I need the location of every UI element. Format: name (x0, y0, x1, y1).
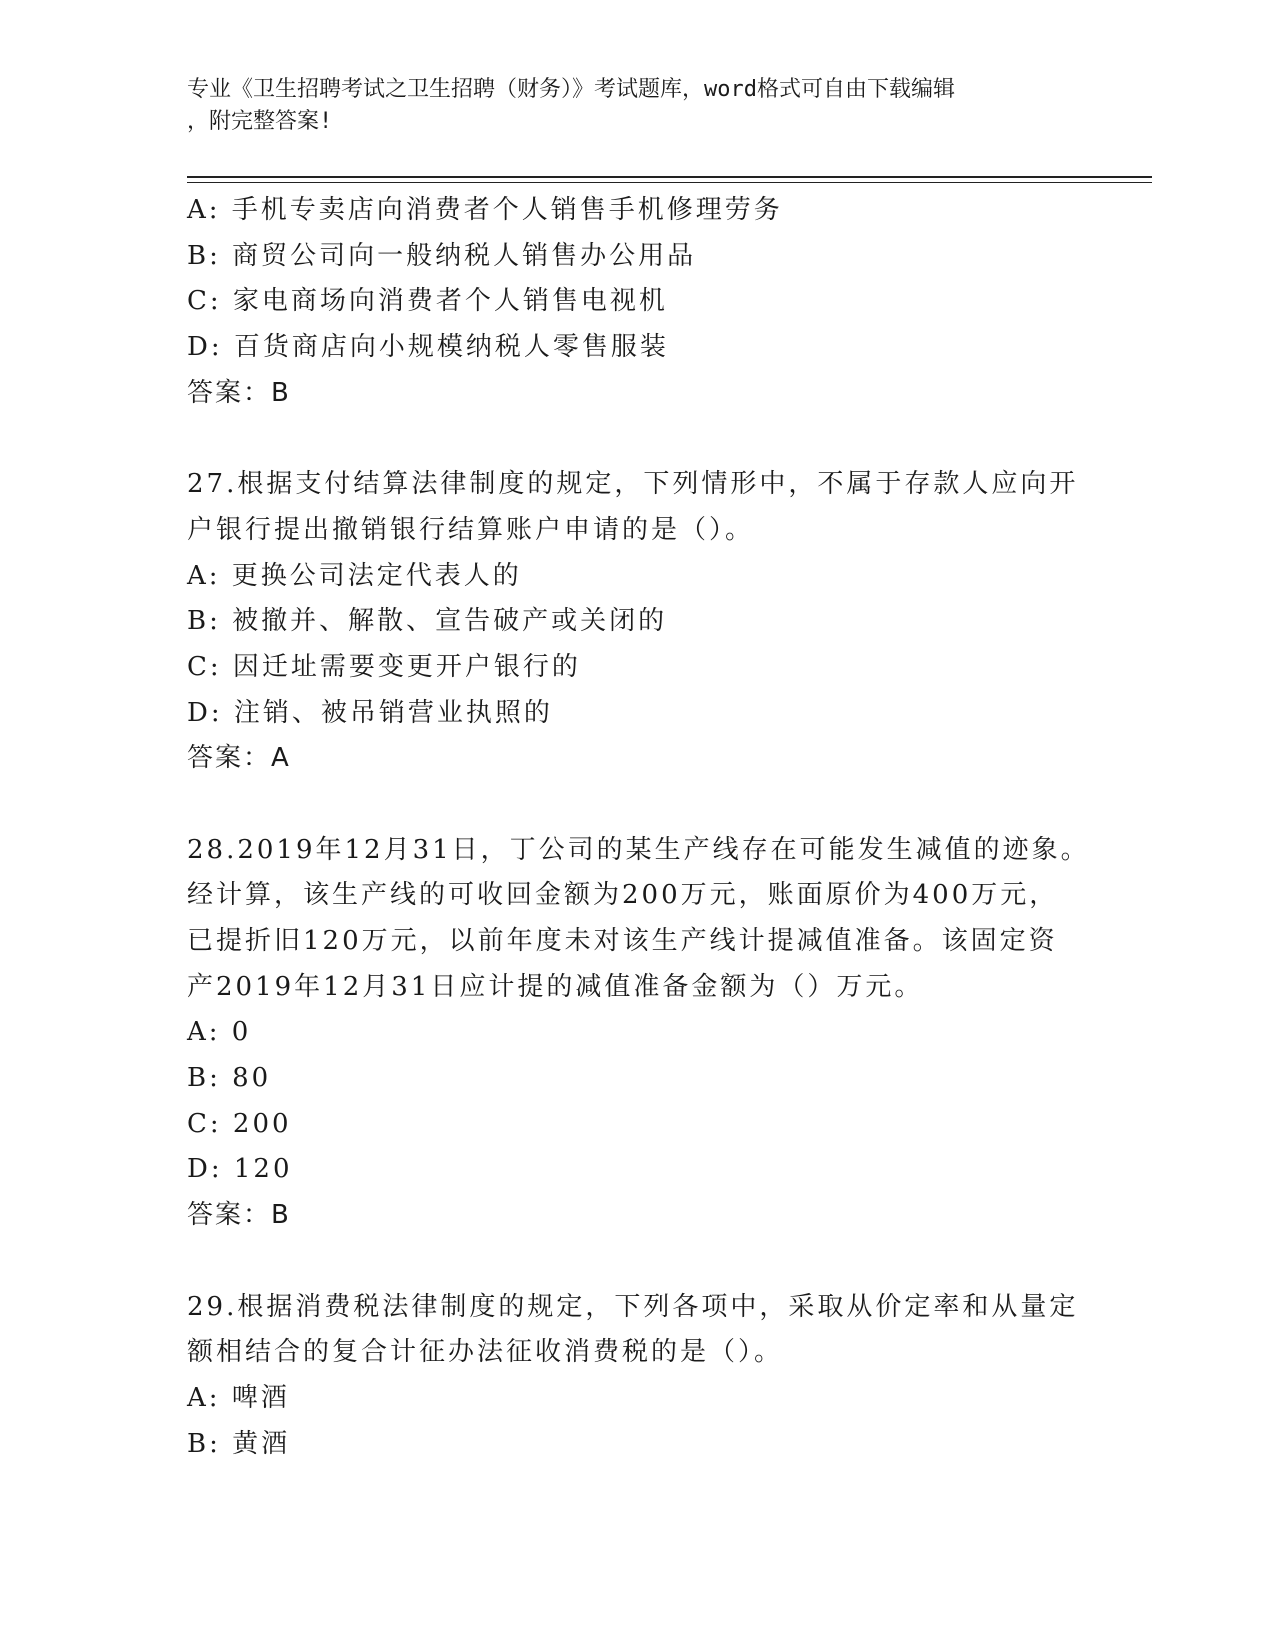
option-d: D: 120 (187, 1154, 293, 1185)
header-divider (187, 176, 1152, 178)
answer: 答案：B (187, 1200, 291, 1231)
option-d: D: 百货商店向小规模纳税人零售服装 (187, 332, 669, 363)
question-stem-line: 产2019年12月31日应计提的减值准备金额为（）万元。 (187, 971, 924, 1002)
question-stem-line: 28.2019年12月31日，丁公司的某生产线存在可能发生减值的迹象。 (187, 834, 1090, 865)
question-list (187, 188, 1090, 1467)
question-29 (187, 1285, 1087, 1468)
question-26-tail (187, 188, 1087, 416)
option-c: C: 家电商场向消费者个人销售电视机 (187, 286, 668, 317)
option-a: A: 更换公司法定代表人的 (187, 560, 522, 591)
option-a: A: 啤酒 (187, 1382, 290, 1413)
option-b: B: 被撤并、解散、宣告破产或关闭的 (187, 606, 668, 637)
question-stem-line: 额相结合的复合计征办法征收消费税的是（）。 (187, 1337, 784, 1368)
option-d: D: 注销、被吊销营业执照的 (187, 697, 553, 728)
answer: 答案：B (187, 377, 291, 408)
option-a: A: 手机专卖店向消费者个人销售手机修理劳务 (187, 195, 783, 225)
option-a: A: 0 (187, 1017, 252, 1048)
question-stem-line: 27.根据支付结算法律制度的规定，下列情形中，不属于存款人应向开 (187, 469, 1079, 500)
header-line-2: ，附完整答案! (187, 109, 333, 134)
question-27 (187, 462, 1087, 782)
question-stem-line: 经计算，该生产线的可收回金额为200万元，账面原价为400万元， (187, 880, 1059, 911)
option-c: C: 200 (187, 1108, 292, 1139)
option-c: C: 因迁址需要变更开户银行的 (187, 651, 581, 682)
header-line-1: 专业《卫生招聘考试之卫生招聘（财务）》考试题库，word格式可自由下载编辑 (187, 77, 955, 102)
header-divider-thin (187, 182, 1152, 183)
option-b: B: 80 (187, 1063, 272, 1094)
question-stem-line: 已提折旧120万元，以前年度未对该生产线计提减值准备。该固定资 (187, 926, 1058, 956)
question-28 (187, 828, 1090, 1239)
question-stem-line: 户银行提出撤销银行结算账户申请的是（）。 (187, 514, 755, 545)
question-stem-line: 29.根据消费税法律制度的规定，下列各项中，采取从价定率和从量定 (187, 1291, 1079, 1322)
page-header (187, 74, 1087, 138)
option-b: B: 黄酒 (187, 1428, 291, 1459)
answer: 答案：A (187, 743, 291, 774)
option-b: B: 商贸公司向一般纳税人销售办公用品 (187, 240, 697, 271)
